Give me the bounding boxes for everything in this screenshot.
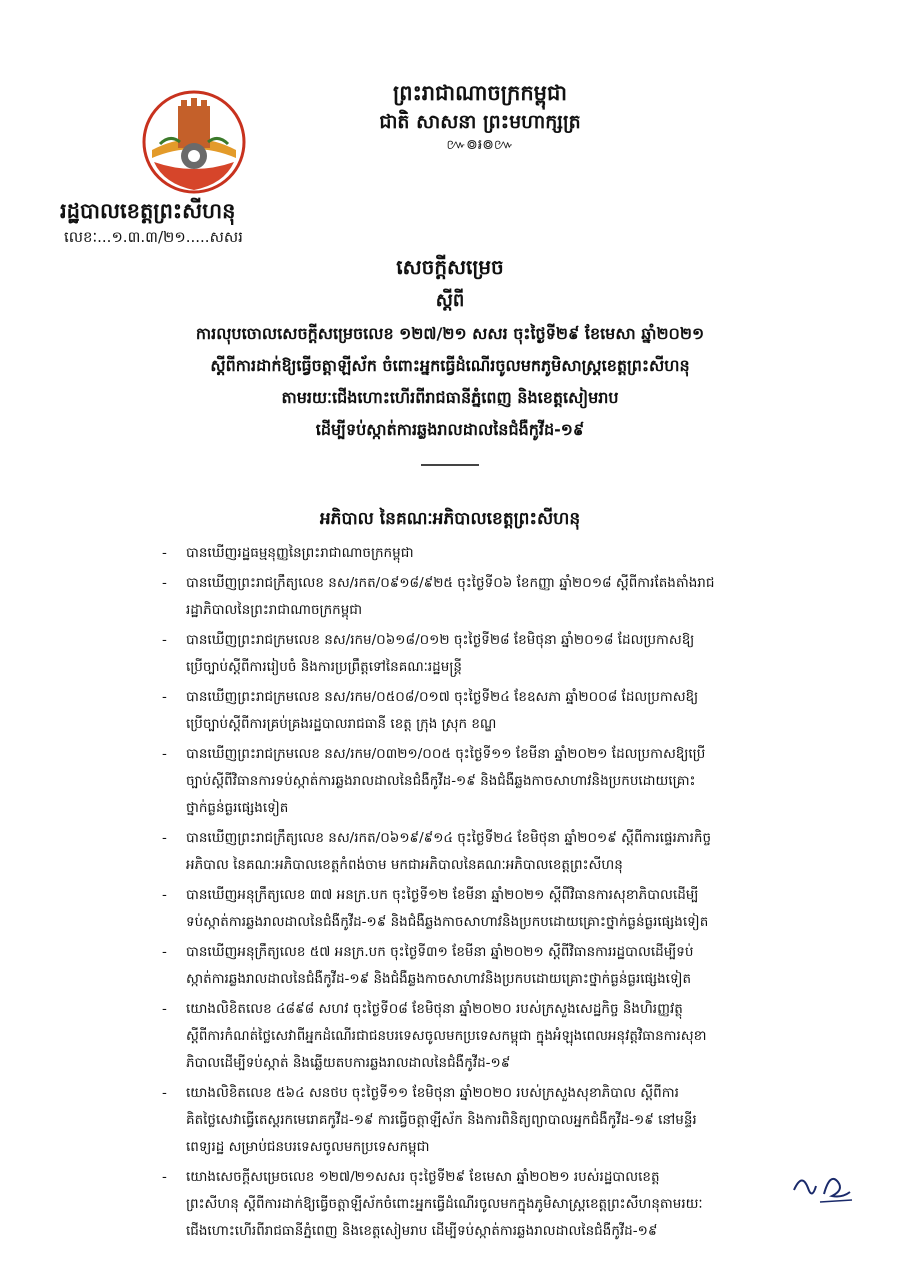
preamble-item [160, 741, 850, 768]
preamble-text: ជើងហោះហើរពីរាជធានីភ្នំពេញ និងខេត្តសៀមរាប ដើម្បីទប់ស្កាត់ការឆ្លងរាលដាលនៃជំងឺកូវីដ-១៩ [186, 1223, 658, 1239]
decision-subject-line: តាមរយៈជើងហោះហើរពីរាជធានីភ្នំពេញ និងខេត្តសៀមរាប [281, 388, 619, 407]
preamble-text: យោងសេចក្តីសម្រេចលេខ ១២៧/២១សសរ ចុះថ្ងៃទី២៩ ខែមេសា ឆ្នាំ២០២១ របស់រដ្ឋបាលខេត្ត [186, 1169, 660, 1185]
preamble-item [160, 882, 850, 909]
preamble-item [160, 1080, 850, 1107]
preamble-text: ប្រើច្បាប់ស្តីពីការរៀបចំ និងការប្រព្រឹត្តទៅនៃគណៈរដ្ឋមន្ត្រី [186, 659, 462, 675]
motto-ornament: ៚៙៛៙៚ [446, 137, 514, 153]
bullet-dash: - [162, 1085, 167, 1101]
preamble-item [160, 825, 850, 852]
preamble-item [160, 570, 850, 597]
preamble-text: បានឃើញព្រះរាជក្រមលេខ នស/រកម/០៥០៨/០១៧ ចុះថ្ងៃទី២៤ ខែឧសភា ឆ្នាំ២០០៨ ដែលប្រកាសឱ្យ [186, 689, 699, 705]
provincial-emblem-logo [140, 88, 248, 196]
bullet-dash: - [162, 746, 167, 762]
preamble-text: បានឃើញព្រះរាជក្រឹត្យលេខ នស/រកត/០៩១៨/៩២៥ ចុះថ្ងៃទី០៦ ខែកញ្ញា ឆ្នាំ២០១៨ ស្តីពីការតែងតាំងរាជ [186, 575, 715, 591]
bullet-dash: - [162, 1001, 167, 1017]
preamble-text: ស្កាត់ការឆ្លងរាលដាលនៃជំងឺកូវីដ-១៩ និងជំងឺឆ្លងកាចសាហាវនិងប្រកបដោយគ្រោះថ្នាក់ធ្ងន់ធ្ងរផ្សេងទៀត [186, 971, 692, 987]
preamble-text: បានឃើញព្រះរាជក្រមលេខ នស/រកម/០៣២១/០០៥ ចុះថ្ងៃទី១១ ខែមីនា ឆ្នាំ២០២១ ដែលប្រកាសឱ្យប្រើ [186, 746, 706, 762]
preamble-item-continuation [160, 1134, 850, 1161]
preamble-item-continuation [160, 852, 850, 879]
preamble-item-continuation [160, 1023, 850, 1050]
preamble-text: ប្រើច្បាប់ស្តីពីការគ្រប់គ្រងរដ្ឋបាលរាជធានី ខេត្ត ក្រុង ស្រុក ខណ្ឌ [186, 716, 497, 732]
preamble-item-continuation [160, 1107, 850, 1134]
handwritten-initials [786, 1166, 856, 1210]
decision-subject-line: ការលុបចោលសេចក្តីសម្រេចលេខ ១២៧/២១ សសរ ចុះថ្ងៃទី២៩ ខែមេសា ឆ្នាំ២០២១ [195, 324, 705, 343]
preamble-text: បានឃើញរដ្ឋធម្មនុញ្ញនៃព្រះរាជាណាចក្រកម្ពុជា [186, 545, 414, 561]
issuing-administration: រដ្ឋបាលខេត្តព្រះសីហនុ [60, 199, 236, 223]
preamble-item [160, 1164, 850, 1191]
preamble-text: គិតថ្លៃសេវាធ្វើតេស្តរកមេរោគកូវីដ-១៩ ការធ្វើចត្តាឡីស័ក និងការពិនិត្យព្យាបាលអ្នកជំងឺកូវីដ-១៩ នៅមន្ទីរ [186, 1112, 697, 1128]
preamble-text: យោងលិខិតលេខ ៤៨៩៨ សហវ ចុះថ្ងៃទី០៨ ខែមិថុនា ឆ្នាំ២០២០ របស់ក្រសួងសេដ្ឋកិច្ច និងហិរញ្ញវត្ថុ [186, 1001, 683, 1017]
preamble-item-continuation [160, 966, 850, 993]
decision-title: សេចក្តីសម្រេច [396, 255, 504, 279]
preamble-text: ស្តីពីការកំណត់ថ្លៃសេវាពីអ្នកដំណើរជាជនបរទេសចូលមកប្រទេសកម្ពុជា ក្នុងអំឡុងពេលអនុវត្តវិធានការសុខា [186, 1028, 707, 1044]
preamble-item [160, 939, 850, 966]
decision-subject-line: ស្តីពីការដាក់ឱ្យធ្វើចត្តាឡីស័ក ចំពោះអ្នកធ្វើដំណើរចូលមកភូមិសាស្ត្រខេត្តព្រះសីហនុ [210, 356, 690, 375]
preamble-item-continuation [160, 1218, 850, 1245]
preamble-text: ពេទ្យរដ្ឋ សម្រាប់ជនបរទេសចូលមកប្រទេសកម្ពុជា [186, 1139, 430, 1155]
kingdom-header [330, 78, 630, 154]
preamble-text: ព្រះសីហនុ ស្តីពីការដាក់ឱ្យធ្វើចត្តាឡីស័កចំពោះអ្នកធ្វើដំណើរចូលមកក្នុងភូមិសាស្ត្រខេត្តព្រះសីហនុតាមរយៈ [186, 1196, 703, 1212]
preamble-text: ភិបាលដើម្បីទប់ស្កាត់ និងឆ្លើយតបការឆ្លងរាលដាលនៃជំងឺកូវីដ-១៩ [186, 1055, 511, 1071]
preamble-text: ទប់ស្កាត់ការឆ្លងរាលដាលនៃជំងឺកូវីដ-១៩ និងជំងឺឆ្លងកាចសាហាវនិងប្រកបដោយគ្រោះថ្នាក់ធ្ងន់ធ្ងរផ្សេងទៀត [186, 914, 709, 930]
bullet-dash: - [162, 944, 167, 960]
decision-heading [70, 250, 830, 446]
decision-about: ស្តីពី [435, 290, 465, 311]
kingdom-name: ព្រះរាជាណាចក្រកម្ពុជា [392, 81, 567, 105]
preamble-text: ច្បាប់ស្តីពីវិធានការទប់ស្កាត់ការឆ្លងរាលដាលនៃជំងឺកូវីដ-១៩ និងជំងឺឆ្លងកាចសាហាវនិងប្រកបដោយគ្រោះ [186, 773, 696, 789]
preamble-text: បានឃើញព្រះរាជក្រឹត្យលេខ នស/រកត/០៦១៩/៩១៤ ចុះថ្ងៃទី២៤ ខែមិថុនា ឆ្នាំ២០១៩ ស្តីពីការផ្ទេរភារកិច្ច [186, 830, 712, 846]
preamble-list [160, 540, 850, 1245]
preamble-item-continuation [160, 795, 850, 822]
bullet-dash: - [162, 830, 167, 846]
preamble-item [160, 627, 850, 654]
preamble-item [160, 684, 850, 711]
governor-line: អភិបាល នៃគណៈអភិបាលខេត្តព្រះសីហនុ [319, 509, 581, 529]
preamble-item-continuation [160, 597, 850, 624]
bullet-dash: - [162, 632, 167, 648]
reference-number: លេខៈ...១.៣.៣/២១.....សសរ [64, 228, 243, 246]
bullet-dash: - [162, 575, 167, 591]
bullet-dash: - [162, 1169, 167, 1185]
preamble-item-continuation [160, 768, 850, 795]
preamble-item-continuation [160, 1191, 850, 1218]
bullet-dash: - [162, 887, 167, 903]
preamble-text: បានឃើញព្រះរាជក្រមលេខ នស/រកម/០៦១៨/០១២ ចុះថ្ងៃទី២៨ ខែមិថុនា ឆ្នាំ២០១៨ ដែលប្រកាសឱ្យ [186, 632, 695, 648]
preamble-item [160, 540, 850, 567]
preamble-text: ថ្នាក់ធ្ងន់ធ្ងរផ្សេងទៀត [186, 800, 289, 816]
preamble-item-continuation [160, 909, 850, 936]
preamble-text: រដ្ឋាភិបាលនៃព្រះរាជាណាចក្រកម្ពុជា [186, 602, 363, 618]
preamble-text: បានឃើញអនុក្រឹត្យលេខ ៥៧ អនក្រ.បក ចុះថ្ងៃទី៣១ ខែមីនា ឆ្នាំ២០២១ ស្តីពីវិធានការរដ្ឋបាលដើម្បីទប់ [186, 944, 694, 960]
bullet-dash: - [162, 689, 167, 705]
decision-subject-line: ដើម្បីទប់ស្កាត់ការឆ្លងរាលដាលនៃជំងឺកូវីដ-១៩ [315, 420, 585, 439]
preamble-text: អភិបាល នៃគណៈអភិបាលខេត្តកំពង់ចាម មកជាអភិបាលនៃគណៈអភិបាលខេត្តព្រះសីហនុ [186, 857, 623, 873]
heading-divider [421, 464, 479, 466]
preamble-item-continuation [160, 1050, 850, 1077]
preamble-item-continuation [160, 711, 850, 738]
preamble-text: យោងលិខិតលេខ ៥៦៤ សនថប ចុះថ្ងៃទី១១ ខែមិថុនា ឆ្នាំ២០២០ របស់ក្រសួងសុខាភិបាល ស្តីពីការ [186, 1085, 679, 1101]
preamble-text: បានឃើញអនុក្រឹត្យលេខ ៣៧ អនក្រ.បក ចុះថ្ងៃទី១២ ខែមីនា ឆ្នាំ២០២១ ស្តីពីវិធានការសុខាភិបាលដើម្បី [186, 887, 699, 903]
bullet-dash: - [162, 545, 167, 561]
national-motto: ជាតិ សាសនា ព្រះមហាក្សត្រ [379, 111, 581, 133]
preamble-item-continuation [160, 654, 850, 681]
preamble-item [160, 996, 850, 1023]
